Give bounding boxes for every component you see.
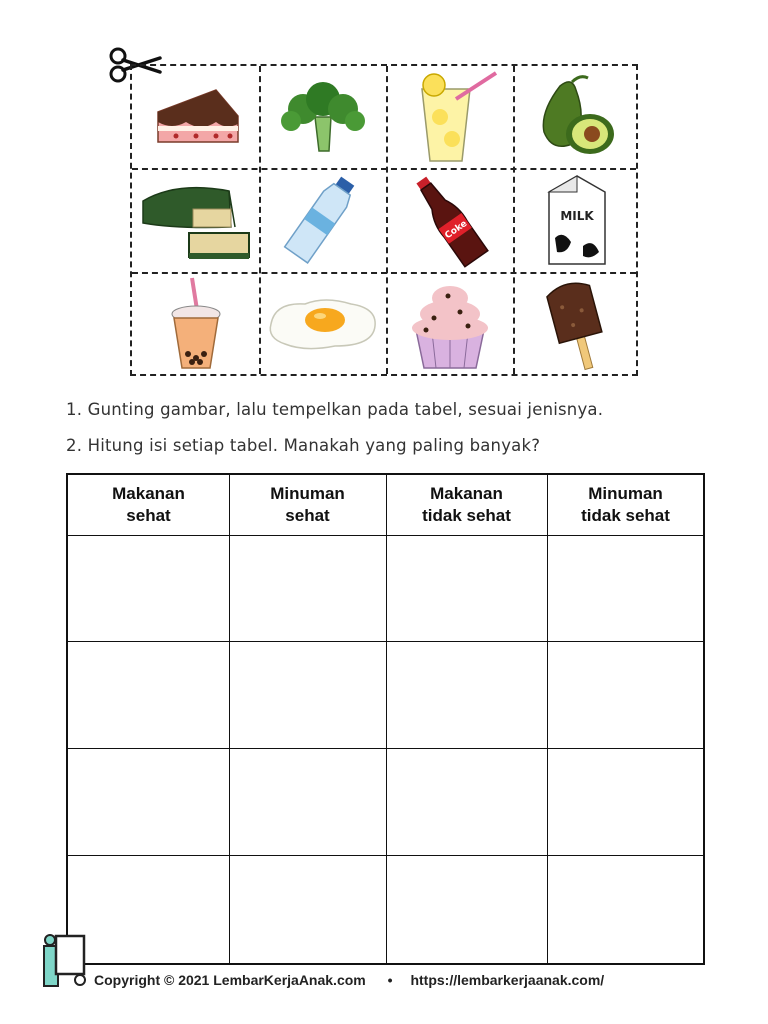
popsicle-icon — [537, 276, 617, 372]
site-logo-icon — [42, 934, 88, 988]
footer — [94, 972, 604, 988]
instruction-step-2: 2. Hitung isi setiap tabel. Manakah yang paling banyak? — [66, 436, 541, 455]
cut-item-milk[interactable] — [513, 168, 640, 272]
broccoli-icon — [273, 77, 373, 157]
cupcake-icon — [402, 276, 498, 372]
avocado-icon — [532, 72, 622, 162]
header-unhealthy-drink: Minuman tidak sehat — [581, 484, 670, 525]
lemonade-icon — [400, 69, 500, 165]
cut-item-popsicle[interactable] — [513, 272, 640, 376]
cut-item-broccoli[interactable] — [259, 66, 386, 168]
footer-separator: • — [387, 972, 393, 988]
sort-table — [66, 473, 705, 965]
footer-url[interactable]: https://lembarkerjaanak.com/ — [410, 972, 605, 988]
coke-label: Coke — [442, 218, 469, 242]
cut-item-fried-egg[interactable] — [259, 272, 386, 376]
tempeh-icon — [137, 175, 255, 265]
header-healthy-drink: Minuman sehat — [270, 484, 345, 525]
cut-item-lemonade[interactable] — [386, 66, 513, 168]
milk-carton-icon — [537, 172, 617, 268]
cut-item-avocado[interactable] — [513, 66, 640, 168]
boba-tea-icon — [156, 276, 236, 372]
cola-bottle-icon — [400, 171, 500, 269]
cut-out-grid — [130, 64, 638, 376]
fried-egg-icon — [265, 294, 381, 354]
footer-copyright: Copyright © 2021 LembarKerjaAnak.com — [94, 972, 366, 988]
header-healthy-food: Makanan sehat — [112, 484, 185, 525]
instruction-step-1: 1. Gunting gambar, lalu tempelkan pada tabel, sesuai jenisnya. — [66, 400, 604, 419]
cut-item-water-bottle[interactable] — [259, 168, 386, 272]
cut-item-boba[interactable] — [132, 272, 259, 376]
milk-label: MILK — [559, 209, 594, 223]
cut-item-tempeh[interactable] — [132, 168, 259, 272]
cut-item-cake[interactable] — [132, 66, 259, 168]
cut-item-coke[interactable] — [386, 168, 513, 272]
cut-item-cupcake[interactable] — [386, 272, 513, 376]
cake-icon — [146, 82, 246, 152]
water-bottle-icon — [273, 172, 373, 268]
header-unhealthy-food: Makanan tidak sehat — [422, 484, 511, 525]
